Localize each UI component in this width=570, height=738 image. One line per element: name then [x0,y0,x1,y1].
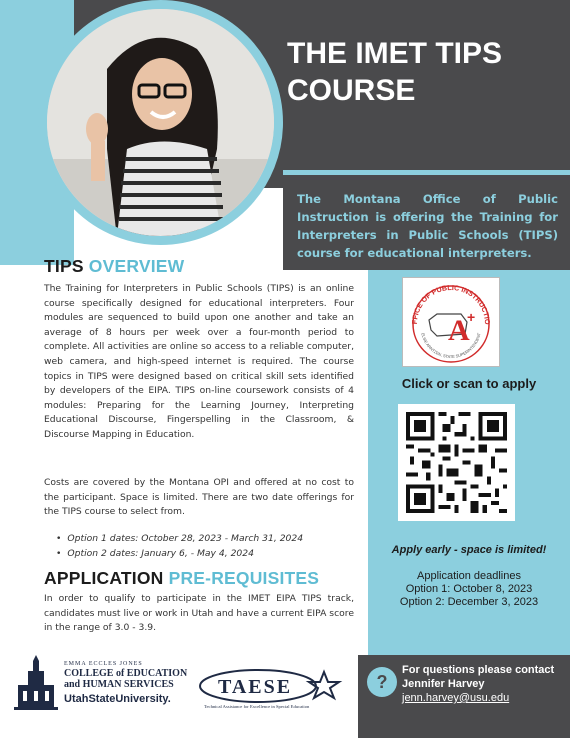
qr-code-graphic [398,404,515,521]
prereq-heading-plain: APPLICATION [44,568,169,588]
title-line-1: THE IMET TIPS [287,37,503,70]
title-line-2: COURSE [287,74,416,107]
woman-waving-photo [47,9,274,236]
contact-line: For questions please contact [402,664,555,676]
intro-box [283,170,570,270]
usu-line-3: and HUMAN SERVICES [64,679,174,690]
apply-cta[interactable]: Click or scan to apply [401,376,537,391]
date-options-list [56,532,303,561]
deadline-option-2: Option 2: December 3, 2023 [399,596,539,608]
plus-mark: + [467,309,476,325]
prereq-paragraph: In order to qualify to participate in the IMET EIPA TIPS track, candidates must live or work in Utah and have a current EIPA score in the range of 3.0 - 3.9. [44,593,354,634]
overview-paragraph-2: Costs are covered by the Montana OPI and offered at no cost to the participant. Space is limited. There are two date offerings for the TIPS course to select from. [44,477,354,518]
deadlines-block [368,570,570,609]
taese-wordmark: TAESE [218,676,293,698]
seal-text-bottom: ELSIE ARNTZEN, STATE SUPERINTENDENT [420,332,482,360]
contact-block [402,663,567,705]
overview-paragraph-1: The Training for Interpreters in Public Schools (TIPS) is an online course specifically designed for educational interpreters. Four modules are sequenced to build upon one another and take an average of 8 hours per week over a four-month period to complete. All activities are online so access to a reliable computer, web camera, and high-speed internet is required. The course topics in TIPS were designed based on critical skill sets identified by developers of the EIPA. TIPS on-line coursework consists of 4 modules: Preparing for the Learning Journey, Interpreting Educational Discourse, Fingerspelling in the Classroom, & Discourse Mapping in Education. [44,283,354,440]
deadline-option-1: Option 1: October 8, 2023 [405,583,533,595]
hero-photo [38,0,283,245]
overview-heading-plain: TIPS [44,256,89,276]
opi-seal-graphic [403,278,499,366]
taese-logo-graphic [196,664,346,712]
taese-subtitle: Technical Assistance for Excellence in Special Education [204,704,310,709]
usu-building-logo [14,655,194,715]
date-option-2: • Option 2 dates: January 6, - May 4, 2024 [56,547,303,562]
date-option-1: • Option 1 dates: October 28, 2023 - March 31, 2024 [56,532,303,547]
usu-line-1: EMMA ECCLES JONES [64,661,143,667]
taese-logo [196,664,346,712]
usu-logo [14,655,194,715]
seal-text-top: FFICE OF PUBLIC INSTRUCTIO [409,282,493,325]
usu-line-2: COLLEGE of EDUCATION [64,668,188,679]
qr-code[interactable] [398,404,515,521]
apply-early-note: Apply early - space is limited! [391,544,547,556]
prereq-heading [44,568,319,589]
question-icon: ? [367,667,397,697]
prereq-heading-accent: PRE-REQUISITES [168,568,320,588]
opi-seal-logo [402,277,500,367]
a-plus-mark: A [448,314,470,347]
overview-heading [44,256,184,277]
contact-name: Jennifer Harvey [402,678,485,690]
contact-email-link[interactable]: jenn.harvey@usu.edu [402,692,510,704]
page-title [287,35,557,109]
intro-text: The Montana Office of Public Instruction is offering the Training for Interpreters in Public Schools (TIPS) course for educational interpreters. [297,192,558,260]
usu-line-4: UtahStateUniversity. [64,693,171,705]
overview-heading-accent: OVERVIEW [88,256,185,276]
deadlines-title: Application deadlines [417,570,521,582]
